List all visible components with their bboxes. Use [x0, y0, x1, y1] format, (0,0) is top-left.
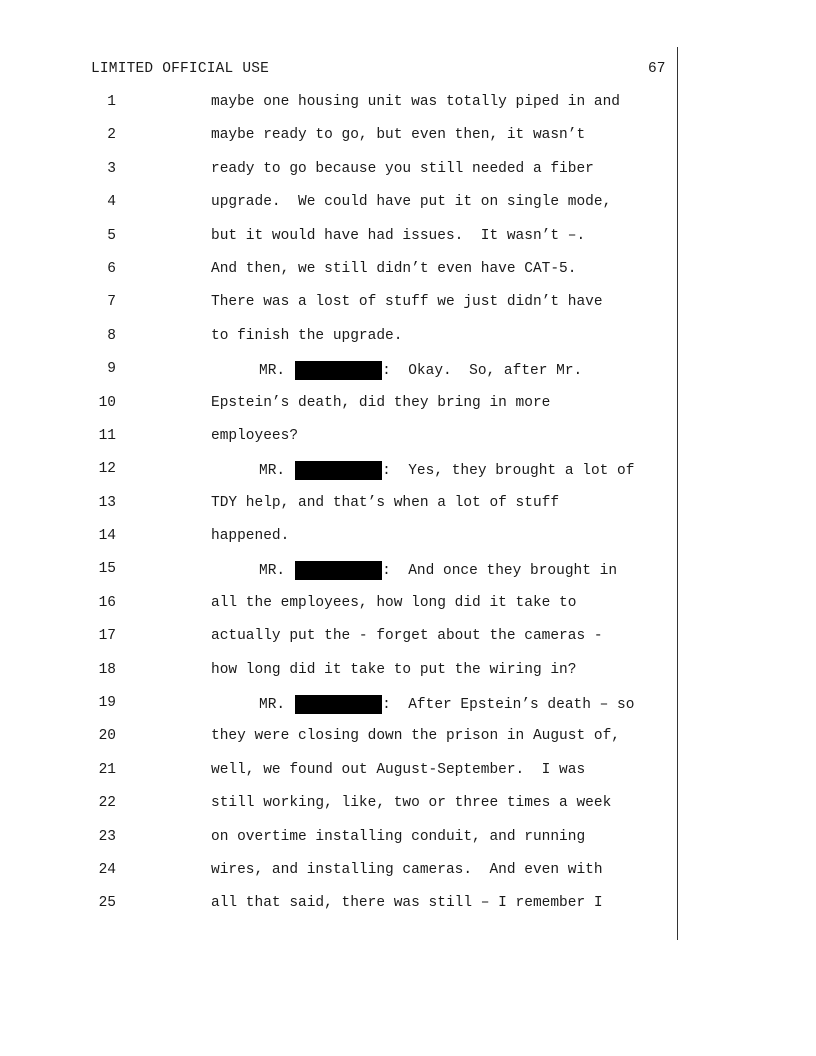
line-text: TDY help, and that’s when a lot of stuff: [211, 494, 560, 511]
transcript-line: [0, 760, 677, 793]
transcript-line: [0, 259, 677, 292]
line-number: 14: [98, 528, 116, 545]
line-number: 21: [98, 761, 116, 778]
line-number: 15: [98, 561, 116, 578]
transcript-line: [0, 793, 677, 826]
transcript-line: [0, 459, 677, 492]
redaction-block: [295, 561, 382, 580]
line-number: 17: [98, 628, 116, 645]
line-text: maybe ready to go, but even then, it wasn’t: [211, 127, 586, 144]
speaker-title: MR.: [259, 362, 286, 379]
redaction-block: [295, 695, 382, 714]
line-text: but it would have had issues. It wasn’t –.: [211, 227, 586, 244]
line-text: employees?: [211, 427, 299, 444]
transcript-line: [0, 393, 677, 426]
transcript-line: [0, 526, 677, 559]
transcript-line: [0, 226, 677, 259]
transcript-line: [0, 125, 677, 158]
line-number: 4: [107, 194, 116, 211]
line-number: 6: [107, 260, 116, 277]
speaker-line: [259, 695, 634, 714]
line-text: And then, we still didn’t even have CAT-5.: [211, 260, 577, 277]
page-number: 67: [648, 61, 666, 77]
line-number: 2: [107, 127, 116, 144]
line-number: 12: [98, 461, 116, 478]
speaker-line: [259, 461, 634, 480]
transcript-line: [0, 660, 677, 693]
transcript-line: [0, 827, 677, 860]
line-number: 22: [98, 795, 116, 812]
line-number: 1: [107, 94, 116, 110]
transcript-line: [0, 426, 677, 459]
line-text: all the employees, how long did it take to: [211, 594, 577, 611]
line-text: wires, and installing cameras. And even with: [211, 861, 603, 878]
line-number: 9: [107, 361, 116, 378]
line-number: 10: [98, 394, 116, 411]
line-text: actually put the - forget about the cameras -: [211, 628, 603, 645]
line-number: 8: [107, 327, 116, 344]
transcript-line: [0, 493, 677, 526]
redaction-block: [295, 361, 382, 380]
line-text: to finish the upgrade.: [211, 327, 403, 344]
line-text: maybe one housing unit was totally piped in and: [211, 94, 620, 110]
line-text: on overtime installing conduit, and running: [211, 828, 586, 845]
line-text: well, we found out August-September. I was: [211, 761, 586, 778]
line-number: 23: [98, 828, 116, 845]
line-number: 20: [98, 728, 116, 745]
line-text: happened.: [211, 528, 290, 545]
line-number: 3: [107, 160, 116, 177]
line-text: upgrade. We could have put it on single mode,: [211, 194, 612, 211]
line-number: 5: [107, 227, 116, 244]
line-text: : And once they brought in: [382, 562, 618, 579]
line-text: how long did it take to put the wiring in?: [211, 661, 577, 678]
speaker-line: [259, 561, 617, 580]
line-text: Epstein’s death, did they bring in more: [211, 394, 551, 411]
line-number: 7: [107, 294, 116, 311]
line-text: ready to go because you still needed a fiber: [211, 160, 594, 177]
redaction-block: [295, 461, 382, 480]
line-number: 24: [98, 861, 116, 878]
line-text: all that said, there was still – I remember I: [211, 895, 603, 912]
transcript-line: [0, 192, 677, 225]
line-text: still working, like, two or three times a week: [211, 795, 612, 812]
line-text: they were closing down the prison in August of,: [211, 728, 620, 745]
line-text: : Yes, they brought a lot of: [382, 462, 635, 479]
line-text: : Okay. So, after Mr.: [382, 362, 583, 379]
classification-header: LIMITED OFFICIAL USE: [91, 61, 270, 77]
line-number: 25: [98, 895, 116, 912]
transcript-line: [0, 326, 677, 359]
speaker-title: MR.: [259, 696, 286, 713]
transcript-body: [0, 92, 677, 927]
transcript-line: [0, 626, 677, 659]
line-text: There was a lost of stuff we just didn’t have: [211, 294, 603, 311]
speaker-title: MR.: [259, 562, 286, 579]
line-number: 18: [98, 661, 116, 678]
speaker-line: [259, 361, 582, 380]
transcript-line: [0, 893, 677, 926]
line-text: : After Epstein’s death – so: [382, 696, 635, 713]
transcript-line: [0, 92, 677, 125]
transcript-line: [0, 693, 677, 726]
transcript-line: [0, 359, 677, 392]
transcript-line: [0, 159, 677, 192]
line-number: 13: [98, 494, 116, 511]
transcript-line: [0, 593, 677, 626]
transcript-line: [0, 860, 677, 893]
transcript-line: [0, 726, 677, 759]
line-number: 11: [98, 427, 116, 444]
right-margin-rule: [677, 47, 678, 940]
transcript-line: [0, 559, 677, 592]
line-number: 16: [98, 594, 116, 611]
transcript-line: [0, 292, 677, 325]
speaker-title: MR.: [259, 462, 286, 479]
line-number: 19: [98, 695, 116, 712]
